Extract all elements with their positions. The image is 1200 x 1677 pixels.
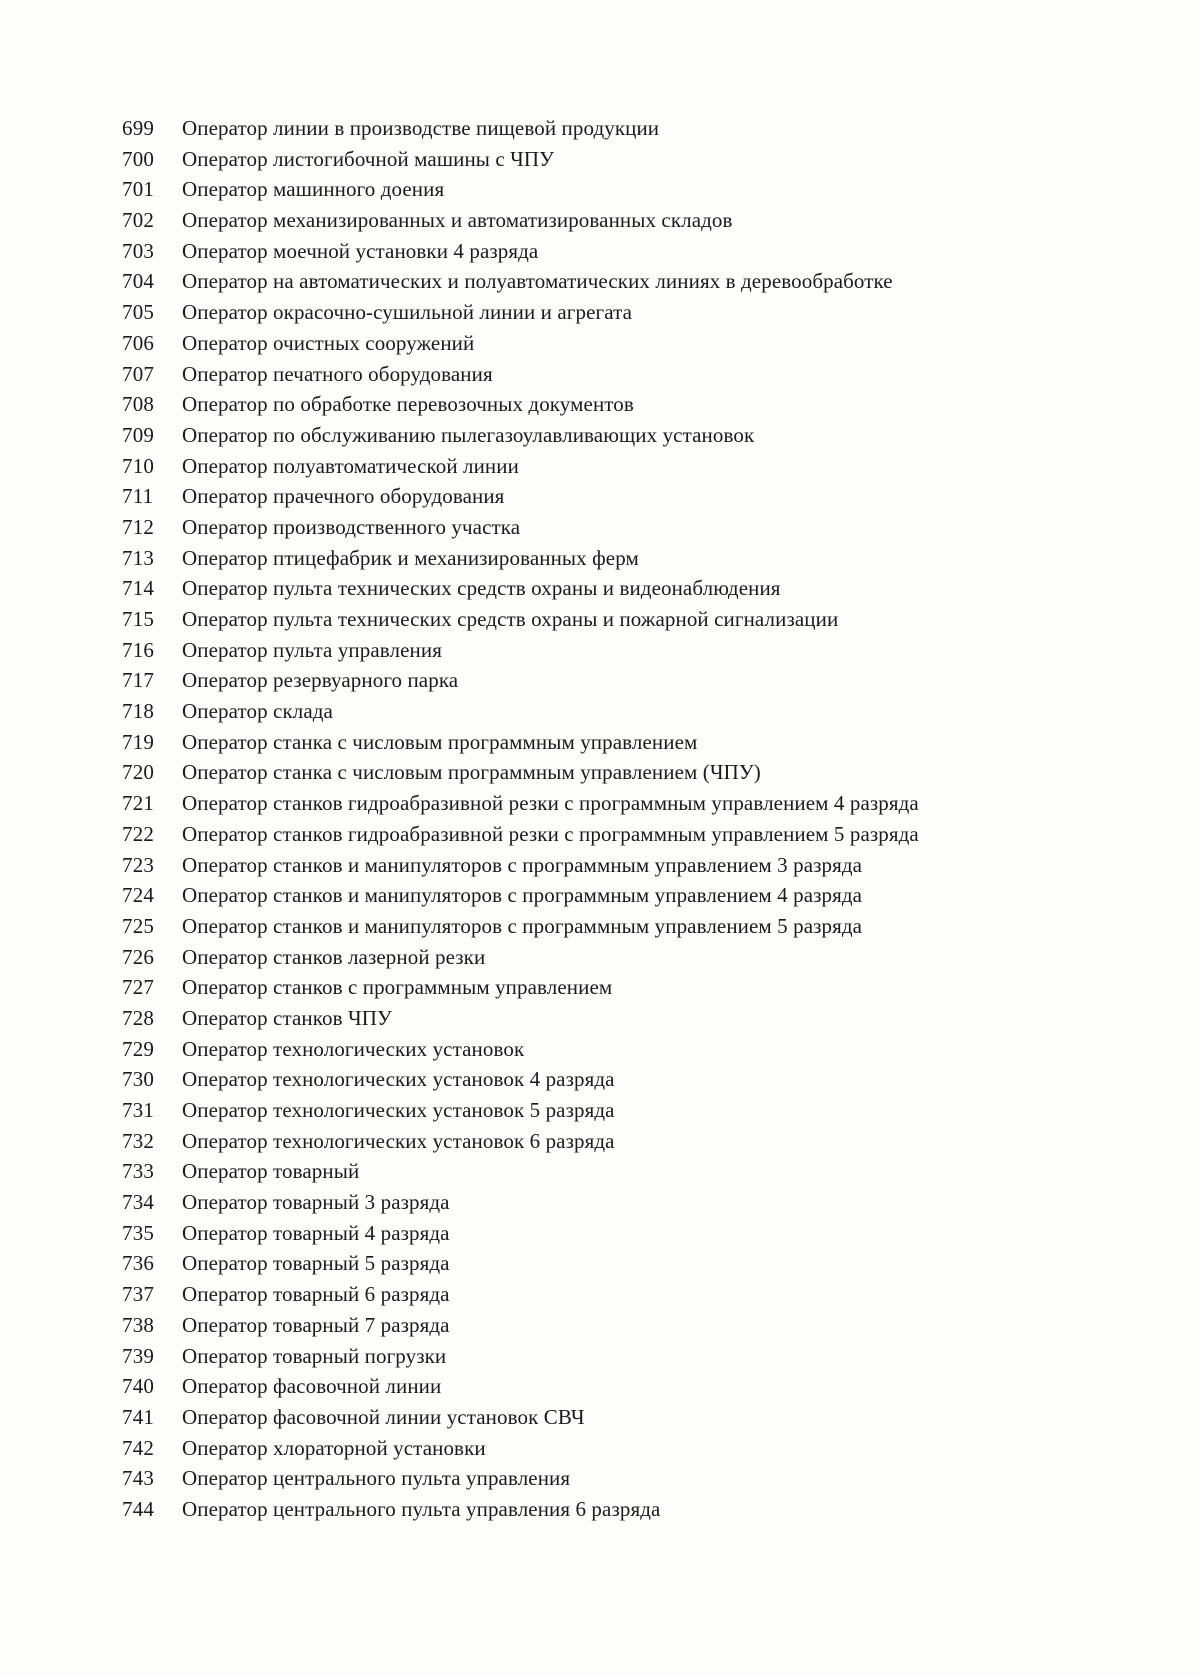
item-number: 712 xyxy=(122,514,155,539)
item-number: 717 xyxy=(122,668,155,693)
item-number: 728 xyxy=(122,1005,155,1030)
list-item xyxy=(122,975,1082,1006)
list-item xyxy=(122,1282,1082,1313)
item-title: Оператор очистных сооружений xyxy=(182,330,475,355)
item-number: 744 xyxy=(122,1496,155,1521)
item-number: 721 xyxy=(122,791,155,816)
item-title: Оператор товарный 3 разряда xyxy=(182,1190,450,1215)
list-item xyxy=(122,392,1082,423)
list-item xyxy=(122,699,1082,730)
list-item xyxy=(122,147,1082,178)
list-item xyxy=(122,945,1082,976)
item-number: 701 xyxy=(122,177,155,202)
list-item xyxy=(122,208,1082,239)
occupation-list xyxy=(122,116,1082,1528)
item-title: Оператор станка с числовым программным управлением (ЧПУ) xyxy=(182,760,761,785)
list-item xyxy=(122,638,1082,669)
item-number: 737 xyxy=(122,1282,155,1307)
list-item xyxy=(122,914,1082,945)
list-item xyxy=(122,515,1082,546)
item-title: Оператор пульта технических средств охраны и пожарной сигнализации xyxy=(182,607,839,631)
item-number: 741 xyxy=(122,1404,155,1429)
list-item xyxy=(122,883,1082,914)
item-number: 720 xyxy=(122,760,155,785)
list-item xyxy=(122,1067,1082,1098)
item-number: 700 xyxy=(122,146,155,171)
item-number: 725 xyxy=(122,913,155,938)
list-item xyxy=(122,1037,1082,1068)
list-item xyxy=(122,1466,1082,1497)
item-title: Оператор товарный погрузки xyxy=(182,1343,447,1368)
item-number: 731 xyxy=(122,1098,155,1122)
item-title: Оператор прачечного оборудования xyxy=(182,484,505,509)
item-title: Оператор технологических установок xyxy=(182,1036,525,1061)
item-title: Оператор полуавтоматической линии xyxy=(182,453,519,478)
item-title: Оператор листогибочной машины с ЧПУ xyxy=(182,146,555,171)
item-number: 724 xyxy=(122,883,155,908)
item-title: Оператор на автоматических и полуавтоматических линиях в деревообработке xyxy=(182,269,893,294)
list-item xyxy=(122,1313,1082,1344)
list-item xyxy=(122,300,1082,331)
item-title: Оператор технологических установок 6 разряда xyxy=(182,1128,615,1153)
item-title: Оператор пульта технических средств охраны и видеонаблюдения xyxy=(182,576,781,601)
item-title: Оператор станков гидроабразивной резки с программным управлением 4 разряда xyxy=(182,791,919,816)
list-item xyxy=(122,576,1082,607)
list-item xyxy=(122,423,1082,454)
list-item xyxy=(122,454,1082,485)
item-number: 726 xyxy=(122,944,155,969)
item-title: Оператор пульта управления xyxy=(182,637,442,662)
item-number: 719 xyxy=(122,729,155,754)
list-item xyxy=(122,1129,1082,1160)
item-title: Оператор производственного участка xyxy=(182,514,521,539)
item-number: 703 xyxy=(122,238,155,263)
item-number: 711 xyxy=(122,484,154,509)
item-number: 706 xyxy=(122,330,155,355)
item-title: Оператор станков лазерной резки xyxy=(182,944,486,969)
list-item xyxy=(122,760,1082,791)
list-item xyxy=(122,668,1082,699)
list-item xyxy=(122,269,1082,300)
item-title: Оператор товарный 6 разряда xyxy=(182,1282,450,1307)
list-item xyxy=(122,1251,1082,1282)
list-item xyxy=(122,1436,1082,1467)
item-title: Оператор станков гидроабразивной резки с программным управлением 5 разряда xyxy=(182,821,919,846)
list-item xyxy=(122,1098,1082,1129)
item-title: Оператор по обработке перевозочных документов xyxy=(182,392,634,417)
item-number: 715 xyxy=(122,607,155,631)
list-item xyxy=(122,1190,1082,1221)
item-number: 729 xyxy=(122,1036,155,1061)
item-number: 730 xyxy=(122,1067,155,1092)
item-number: 707 xyxy=(122,361,155,386)
item-title: Оператор печатного оборудования xyxy=(182,361,493,386)
item-number: 716 xyxy=(122,637,155,662)
item-number: 704 xyxy=(122,269,155,294)
item-title: Оператор технологических установок 4 разряда xyxy=(182,1067,615,1092)
item-number: 718 xyxy=(122,699,155,724)
item-title: Оператор фасовочной линии xyxy=(182,1374,442,1399)
item-title: Оператор станков ЧПУ xyxy=(182,1005,392,1030)
item-title: Оператор резервуарного парка xyxy=(182,668,459,693)
item-title: Оператор товарный 5 разряда xyxy=(182,1251,450,1276)
list-item xyxy=(122,822,1082,853)
item-title: Оператор механизированных и автоматизированных складов xyxy=(182,208,733,233)
item-number: 738 xyxy=(122,1312,155,1337)
item-title: Оператор центрального пульта управления 6 разряда xyxy=(182,1496,661,1521)
item-number: 713 xyxy=(122,545,155,570)
item-title: Оператор товарный xyxy=(182,1159,360,1184)
item-title: Оператор линии в производстве пищевой продукции xyxy=(182,116,660,140)
item-number: 723 xyxy=(122,852,155,877)
list-item xyxy=(122,730,1082,761)
item-title: Оператор товарный 4 разряда xyxy=(182,1220,450,1245)
item-number: 722 xyxy=(122,821,155,846)
item-number: 732 xyxy=(122,1128,155,1153)
item-title: Оператор склада xyxy=(182,699,333,724)
item-title: Оператор моечной установки 4 разряда xyxy=(182,238,539,263)
item-title: Оператор станков и манипуляторов с программным управлением 5 разряда xyxy=(182,913,863,938)
list-item xyxy=(122,1159,1082,1190)
list-item xyxy=(122,484,1082,515)
item-number: 734 xyxy=(122,1190,155,1215)
list-item xyxy=(122,791,1082,822)
item-title: Оператор птицефабрик и механизированных ферм xyxy=(182,545,639,570)
item-number: 705 xyxy=(122,300,155,325)
item-title: Оператор станка с числовым программным управлением xyxy=(182,729,698,754)
list-item xyxy=(122,853,1082,884)
list-item xyxy=(122,546,1082,577)
item-number: 714 xyxy=(122,576,155,601)
list-item xyxy=(122,1344,1082,1375)
item-title: Оператор станков с программным управлением xyxy=(182,975,613,1000)
list-item xyxy=(122,1006,1082,1037)
item-title: Оператор станков и манипуляторов с программным управлением 3 разряда xyxy=(182,852,863,877)
item-number: 736 xyxy=(122,1251,155,1276)
item-number: 708 xyxy=(122,392,155,417)
list-item xyxy=(122,362,1082,393)
item-title: Оператор технологических установок 5 разряда xyxy=(182,1098,615,1122)
item-number: 702 xyxy=(122,208,155,233)
list-item xyxy=(122,1374,1082,1405)
item-title: Оператор центрального пульта управления xyxy=(182,1466,571,1491)
item-number: 739 xyxy=(122,1343,155,1368)
item-title: Оператор окрасочно-сушильной линии и агрегата xyxy=(182,300,633,325)
list-item xyxy=(122,116,1082,147)
list-item xyxy=(122,1221,1082,1252)
list-item xyxy=(122,177,1082,208)
item-number: 709 xyxy=(122,422,155,447)
item-number: 699 xyxy=(122,116,155,140)
item-title: Оператор фасовочной линии установок СВЧ xyxy=(182,1404,585,1429)
item-number: 727 xyxy=(122,975,155,1000)
item-number: 710 xyxy=(122,453,155,478)
item-number: 740 xyxy=(122,1374,155,1399)
list-item xyxy=(122,1405,1082,1436)
item-title: Оператор машинного доения xyxy=(182,177,445,202)
item-number: 733 xyxy=(122,1159,155,1184)
item-number: 743 xyxy=(122,1466,155,1491)
item-number: 735 xyxy=(122,1220,155,1245)
item-title: Оператор станков и манипуляторов с программным управлением 4 разряда xyxy=(182,883,863,908)
item-title: Оператор хлораторной установки xyxy=(182,1435,486,1460)
list-item xyxy=(122,1497,1082,1528)
list-item xyxy=(122,239,1082,270)
list-item xyxy=(122,607,1082,638)
list-item xyxy=(122,331,1082,362)
item-title: Оператор товарный 7 разряда xyxy=(182,1312,450,1337)
item-title: Оператор по обслуживанию пылегазоулавливающих установок xyxy=(182,422,755,447)
item-number: 742 xyxy=(122,1435,155,1460)
